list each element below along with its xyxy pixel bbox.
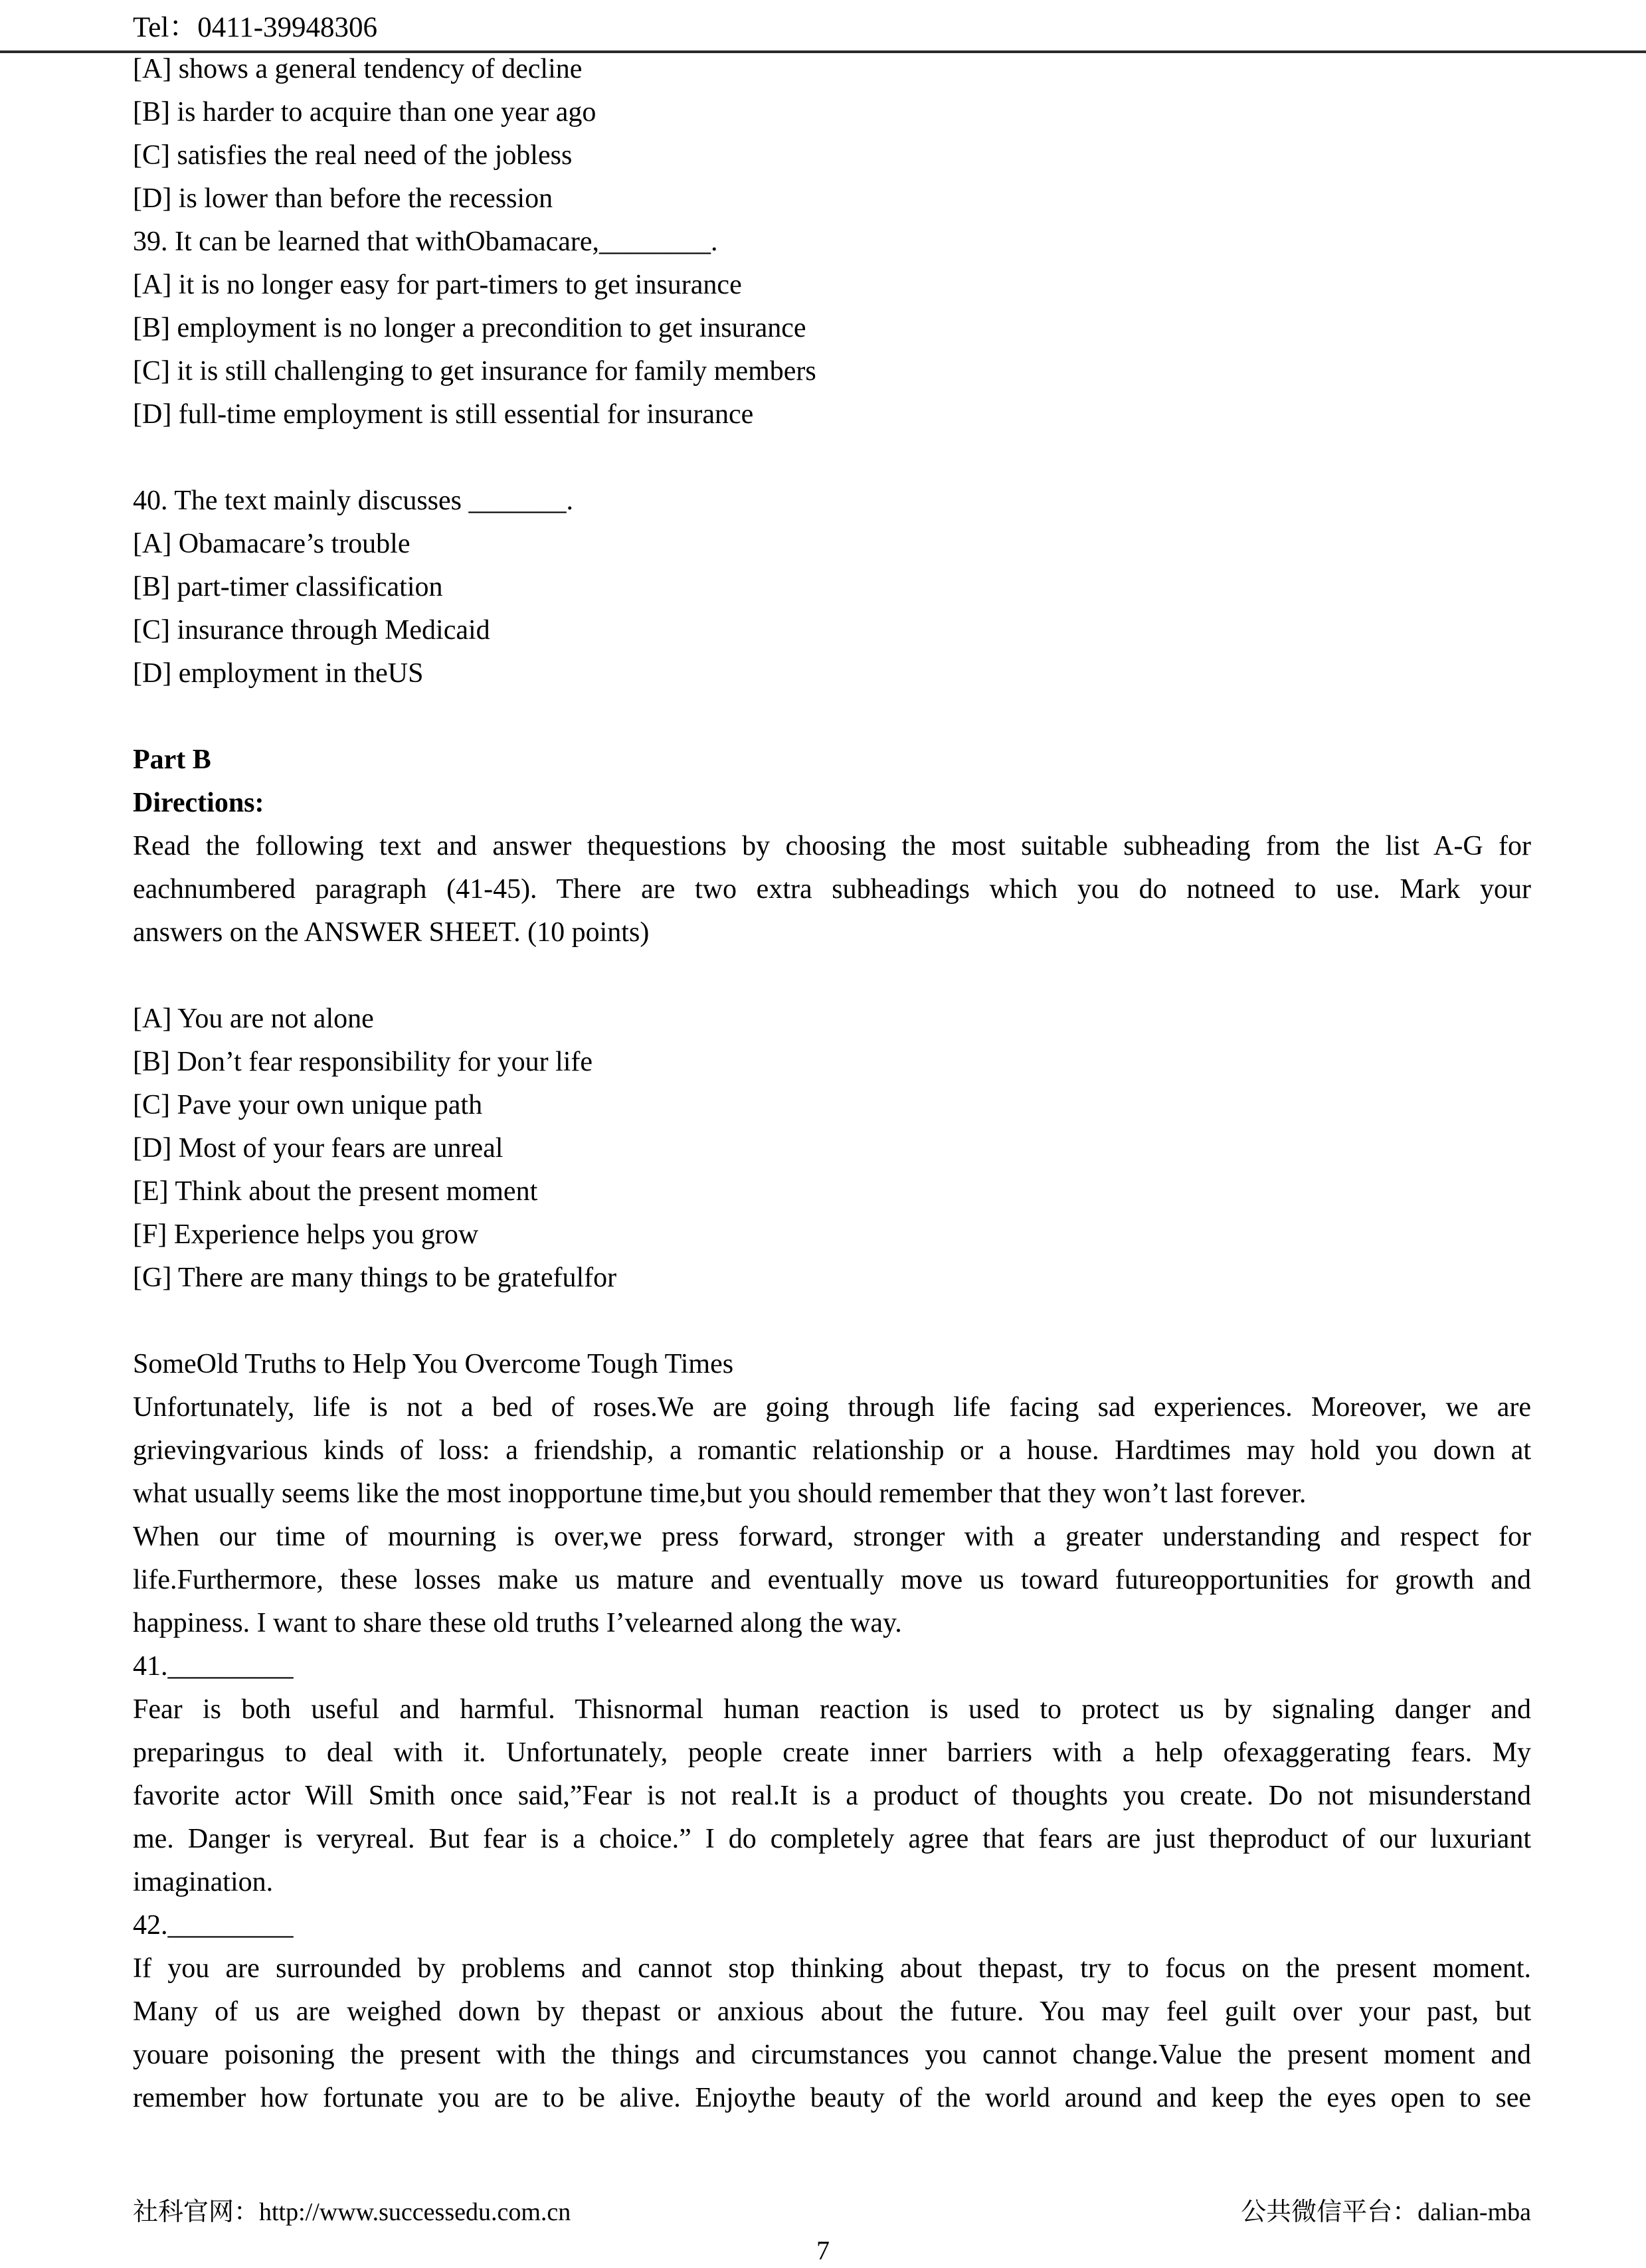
passage-para3-line: favorite actor Will Smith once said,”Fear is not real.It is a product of thoughts you create. Do not misunderstand	[133, 1781, 1531, 1811]
passage-para3-line: me. Danger is veryreal. But fear is a choice.” I do completely agree that fears are just theproduct of our luxuriant	[133, 1824, 1531, 1854]
passage-para3-line: imagination.	[133, 1867, 274, 1897]
directions-line: answers on the ANSWER SHEET. (10 points)	[133, 917, 650, 948]
q39-stem: 39. It can be learned that withObamacare,________.	[133, 226, 718, 257]
q42-blank: 42._________	[133, 1910, 294, 1941]
passage-para4-line: Many of us are weighed down by thepast or anxious about the future. You may feel guilt over your past, but	[133, 1996, 1531, 2027]
header-tel: Tel：0411-39948306	[133, 12, 378, 43]
page-number: 7	[816, 2235, 830, 2265]
q39-option-a: [A] it is no longer easy for part-timers to get insurance	[133, 270, 742, 300]
blank-line	[133, 954, 1531, 998]
q40-option-b: [B] part-timer classification	[133, 572, 443, 602]
passage-para3-line: Fear is both useful and harmful. Thisnormal human reaction is used to protect us by signaling danger and	[133, 1694, 1531, 1725]
subheading-d: [D] Most of your fears are unreal	[133, 1133, 503, 1164]
footer-site-url: 社科官网：http://www.successedu.com.cn	[133, 2198, 571, 2226]
q38-option-a: [A] shows a general tendency of decline	[133, 54, 583, 84]
q38-option-b: [B] is harder to acquire than one year ago	[133, 97, 596, 128]
blank-line	[133, 695, 1531, 739]
passage-para4-line: If you are surrounded by problems and cannot stop thinking about thepast, try to focus on the present moment.	[133, 1953, 1531, 1984]
passage-para4-line: remember how fortunate you are to be alive. Enjoythe beauty of the world around and keep the eyes open to see	[133, 2083, 1531, 2113]
passage-para2-line: life.Furthermore, these losses make us mature and eventually move us toward futureopportunities for growth and	[133, 1565, 1531, 1595]
directions-line: Read the following text and answer thequestions by choosing the most suitable subheading from the list A-G for	[133, 831, 1531, 861]
passage-para3-line: preparingus to deal with it. Unfortunately, people create inner barriers with a help ofexaggerating fears. My	[133, 1737, 1531, 1768]
q39-option-d: [D] full-time employment is still essential for insurance	[133, 399, 754, 430]
blank-line	[133, 436, 1531, 480]
q40-stem: 40. The text mainly discusses _______.	[133, 485, 573, 516]
part-b-heading: Part B	[133, 744, 211, 775]
subheading-f: [F] Experience helps you grow	[133, 1219, 479, 1250]
subheading-e: [E] Think about the present moment	[133, 1176, 538, 1207]
q39-option-b: [B] employment is no longer a precondition to get insurance	[133, 313, 806, 343]
passage-para1-line: what usually seems like the most inopportune time,but you should remember that they won’t last forever.	[133, 1478, 1307, 1509]
q40-option-c: [C] insurance through Medicaid	[133, 615, 490, 646]
q38-option-c: [C] satisfies the real need of the jobless	[133, 140, 573, 171]
passage-para2-line: When our time of mourning is over,we press forward, stronger with a greater understanding and respect for	[133, 1522, 1531, 1552]
passage-para1-line: grievingvarious kinds of loss: a friendship, a romantic relationship or a house. Hardtimes may hold you down at	[133, 1435, 1531, 1466]
subheading-g: [G] There are many things to be gratefulfor	[133, 1263, 617, 1293]
subheading-b: [B] Don’t fear responsibility for your life	[133, 1047, 593, 1077]
q39-option-c: [C] it is still challenging to get insurance for family members	[133, 356, 816, 387]
footer-wechat: 公共微信平台：dalian-mba	[1241, 2198, 1531, 2226]
directions-label: Directions:	[133, 788, 264, 818]
subheading-c: [C] Pave your own unique path	[133, 1090, 483, 1120]
q41-blank: 41._________	[133, 1651, 294, 1682]
directions-line: eachnumbered paragraph (41-45). There are two extra subheadings which you do notneed to use. Mark your	[133, 874, 1531, 905]
passage-para4-line: youare poisoning the present with the things and circumstances you cannot change.Value the present moment and	[133, 2040, 1531, 2070]
page-content	[133, 48, 1531, 2120]
passage-para1-line: Unfortunately, life is not a bed of roses.We are going through life facing sad experiences. Moreover, we are	[133, 1392, 1531, 1423]
passage-para2-line: happiness. I want to share these old truths I’velearned along the way.	[133, 1608, 902, 1638]
passage-title: SomeOld Truths to Help You Overcome Tough Times	[133, 1349, 734, 1379]
q38-option-d: [D] is lower than before the recession	[133, 183, 553, 214]
blank-line	[133, 1300, 1531, 1343]
q40-option-d: [D] employment in theUS	[133, 658, 424, 689]
subheading-a: [A] You are not alone	[133, 1003, 374, 1034]
q40-option-a: [A] Obamacare’s trouble	[133, 529, 411, 559]
